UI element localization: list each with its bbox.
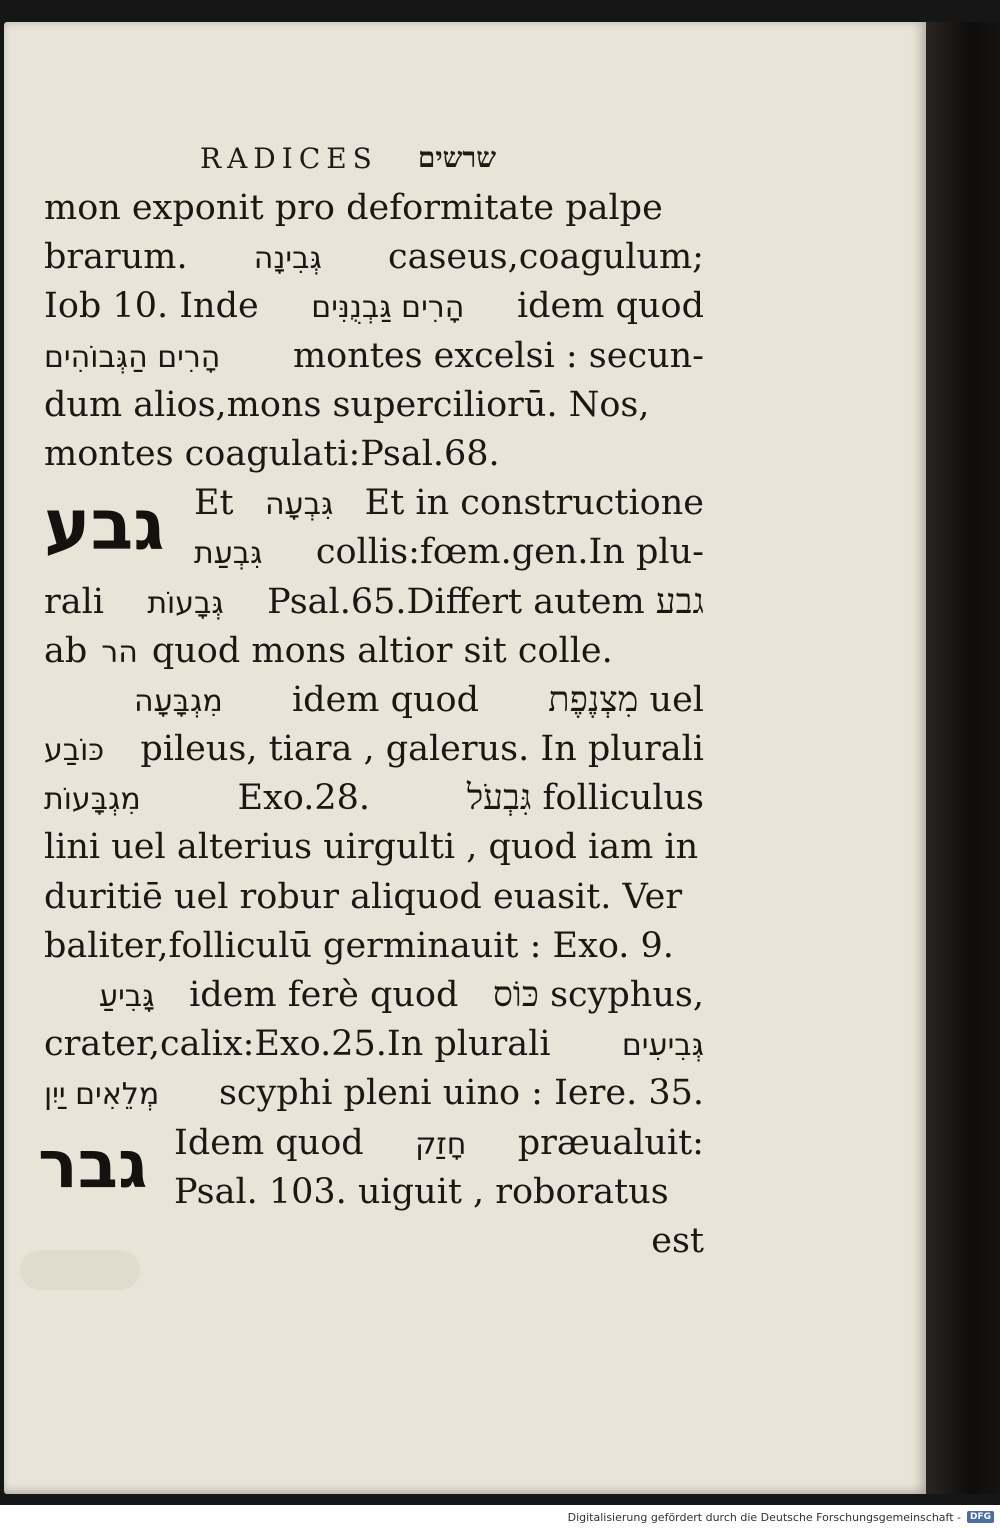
text-line bbox=[44, 1119, 704, 1168]
line-text: ab bbox=[44, 630, 88, 671]
line-text: crater,calix:Exo.25.In plurali bbox=[44, 1024, 551, 1065]
line-text: rali bbox=[44, 581, 104, 622]
hebrew-word: גָּבִיעַ bbox=[99, 979, 155, 1014]
text-line bbox=[44, 282, 704, 331]
hebrew-word: הָרִים גַּבְנֻנִּים bbox=[311, 290, 465, 326]
text-line bbox=[44, 233, 704, 282]
drop-word-gaba: גבע bbox=[44, 484, 165, 566]
line-text: baliter,folliculū germinauit : Exo. 9. bbox=[44, 925, 674, 966]
text-line bbox=[44, 1069, 704, 1118]
text-line bbox=[44, 430, 704, 479]
line-text: גִּבְעֹל folliculus bbox=[466, 778, 704, 819]
text-line bbox=[44, 381, 704, 430]
hebrew-word: כּוֹבַע bbox=[44, 733, 105, 769]
line-text: lini uel alterius uirgulti , quod iam in bbox=[44, 827, 699, 868]
text-line bbox=[44, 1168, 704, 1217]
line-text: Exo.28. bbox=[237, 778, 371, 819]
line-text: montes coagulati:Psal.68. bbox=[44, 433, 500, 474]
catchword: est bbox=[651, 1220, 704, 1261]
hebrew-word: גְּבִינָה bbox=[253, 241, 322, 277]
line-text: præualuit: bbox=[517, 1122, 704, 1163]
text-line bbox=[44, 184, 704, 233]
drop-word-gabar: גבר bbox=[38, 1126, 148, 1203]
hebrew-word: גְּבָעוֹת bbox=[147, 585, 224, 621]
hebrew-word: מְלֵאִים יַיִן bbox=[44, 1077, 160, 1113]
running-head: RADICES bbox=[200, 141, 378, 175]
hebrew-word: גִּבְעַת bbox=[194, 536, 263, 572]
text-line bbox=[44, 528, 704, 577]
line-text: pileus, tiara , galerus. In plurali bbox=[140, 729, 704, 770]
hebrew-word: חָזַק bbox=[415, 1126, 467, 1162]
text-line bbox=[44, 823, 704, 872]
page-header bbox=[200, 138, 560, 178]
dfg-logo-icon: DFG bbox=[967, 1511, 994, 1523]
text-line bbox=[44, 1217, 704, 1266]
text-line bbox=[44, 627, 704, 676]
text-line bbox=[44, 922, 704, 971]
line-text: Iob 10. Inde bbox=[44, 286, 259, 327]
line-text: scyphi pleni uino : Iere. 35. bbox=[218, 1073, 704, 1114]
line-text: Et in constructione bbox=[364, 483, 704, 524]
hebrew-word: מִגְבָּעָה bbox=[134, 683, 223, 719]
text-line bbox=[44, 1020, 704, 1069]
hebrew-word: גִּבְעָה bbox=[264, 487, 334, 523]
text-line bbox=[44, 479, 704, 528]
text-line bbox=[44, 578, 704, 627]
dfg-credit: Digitalisierung gefördert durch die Deutsche Forschungsgemeinschaft - bbox=[567, 1510, 961, 1524]
line-text: idem quod bbox=[516, 286, 704, 327]
line-text: brarum. bbox=[44, 237, 188, 278]
line-text: מִצְנֶפֶת uel bbox=[548, 679, 704, 720]
text-line bbox=[44, 332, 704, 381]
text-line bbox=[44, 774, 704, 823]
line-text: כּוֹס scyphus, bbox=[492, 975, 704, 1015]
footer-bar bbox=[0, 1505, 1000, 1529]
text-line bbox=[44, 971, 704, 1020]
text-line bbox=[44, 873, 704, 922]
hebrew-word: הר bbox=[101, 634, 138, 670]
body-text bbox=[44, 184, 704, 1266]
text-line bbox=[44, 676, 704, 725]
line-text: caseus,coagulum; bbox=[388, 237, 704, 278]
hebrew-word: גְּבִיעִים bbox=[621, 1028, 704, 1064]
line-text: Psal. 103. uiguit , roboratus bbox=[174, 1171, 669, 1212]
line-text: mon exponit pro deformitate palpe bbox=[44, 188, 663, 228]
line-text: idem quod bbox=[291, 679, 480, 720]
line-text: collis:fœm.gen.In plu- bbox=[315, 532, 704, 573]
line-text: quod mons altior sit colle. bbox=[151, 630, 613, 671]
line-text: dum alios,mons superciliorū. Nos, bbox=[44, 384, 650, 425]
line-text: Et bbox=[194, 483, 234, 524]
line-text: Idem quod bbox=[174, 1122, 364, 1163]
hebrew-word: הָרִים הַגְּבוֹהִים bbox=[44, 339, 221, 375]
running-head-hebrew: שרשים bbox=[417, 141, 497, 174]
book-spine bbox=[926, 22, 1000, 1494]
line-text: idem ferè quod bbox=[189, 975, 459, 1015]
text-line bbox=[44, 725, 704, 774]
hebrew-word: מִגְבָּעוֹת bbox=[44, 782, 141, 818]
line-text: Psal.65.Differt autem גבע bbox=[267, 581, 704, 622]
line-text: montes excelsi : secun- bbox=[292, 335, 704, 376]
line-text: duritiē uel robur aliquod euasit. Ver bbox=[44, 876, 683, 917]
